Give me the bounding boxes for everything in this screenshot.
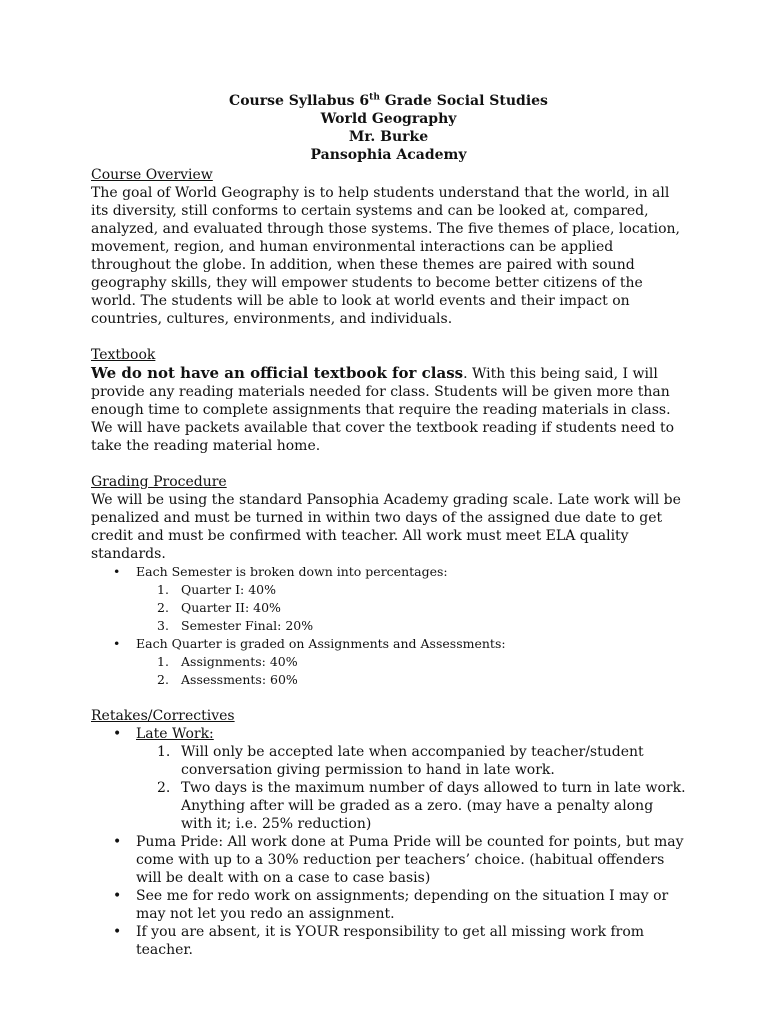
- retakes-heading: Retakes/Correctives: [91, 708, 235, 724]
- list-item: 3. Semester Final: 20%: [157, 618, 314, 633]
- list-item: • Puma Pride: All work done at Puma Pride will be counted for points, but may come with up to a 30% reduction per teachers’ choice. (habitual offenders will be dealt with on a case to case basis): [91, 833, 686, 887]
- list-item: 1. Quarter I: 40%: [157, 582, 277, 597]
- grading-list: [91, 563, 686, 689]
- course-subject: World Geography: [320, 111, 457, 127]
- grading-text: We will be using the standard Pansophia Academy grading scale. Late work will be penalized and must be turned in within two days of the assigned due date to get credit and must be confirmed with teacher. All work must meet ELA quality standards.: [91, 492, 681, 562]
- textbook-heading: Textbook: [91, 347, 156, 363]
- school-name: Pansophia Academy: [310, 147, 467, 163]
- course-title: Course Syllabus 6th Grade Social Studies: [229, 92, 548, 109]
- list-item: • Late Work:: [91, 725, 686, 743]
- list-item: 1. Will only be accepted late when accompanied by teacher/student conversation giving permission to hand in late work.: [157, 744, 644, 778]
- teacher-name: Mr. Burke: [348, 129, 429, 145]
- overview-heading: Course Overview: [91, 167, 213, 183]
- title-block: [91, 92, 686, 164]
- list-item: • Each Quarter is graded on Assignments and Assessments:: [91, 635, 686, 653]
- overview-text: The goal of World Geography is to help students understand that the world, in all its diversity, still conforms to certain systems and can be looked at, compared, analyzed, and evaluated through those systems. The five themes of place, location, movement, region, and human environmental interactions can be applied throughout the globe. In addition, when these themes are paired with sound geography skills, they will empower students to become better citizens of the world. The students will be able to look at world events and their impact on countries, cultures, environments, and individuals.: [91, 185, 681, 327]
- list-item: • If you are absent, it is YOUR responsibility to get all missing work from teacher.: [91, 923, 686, 959]
- list-item: 2. Quarter II: 40%: [157, 600, 281, 615]
- list-item: • See me for redo work on assignments; depending on the situation I may or may not let you redo an assignment.: [91, 887, 686, 923]
- textbook-text: We do not have an official textbook for class. With this being said, I will provide any reading materials needed for class. Students will be given more than enough time to complete assignments that require the reading materials in class. We will have packets available that cover the textbook reading if students need to take the reading material home.: [91, 364, 675, 454]
- retakes-list: [91, 725, 686, 959]
- grading-heading: Grading Procedure: [91, 474, 227, 490]
- textbook-bold-statement: We do not have an official textbook for class: [91, 364, 464, 382]
- list-item: 2. Assessments: 60%: [157, 672, 298, 687]
- list-item: • Each Semester is broken down into percentages:: [91, 563, 686, 581]
- list-item: 1. Assignments: 40%: [157, 654, 298, 669]
- list-item: 2. Two days is the maximum number of days allowed to turn in late work. Anything after will be graded as a zero. (may have a penalty along with it; i.e. 25% reduction): [157, 780, 686, 832]
